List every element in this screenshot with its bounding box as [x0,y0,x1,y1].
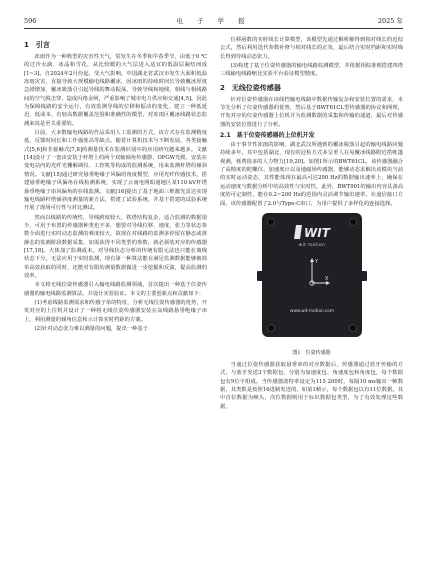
contribution-3: (3)构建了基于位姿传感器的输电线路监测模型，并依据相似准则搭建四塔三线输电线路缩比实验平台验证模型精度。 [220,63,403,78]
brand-label: wit motion [298,241,326,247]
section-2-intro: 针对位姿传感器在该线档输电线路中数据传输复杂和安装位置的需求，本节先分析了位姿传感器的优势，然后基于BWT61CL型传感器的协议和网理，开发对应的位姿传感器上位机并为监测数据的采集和传输的通道，最后对传感器的安装位置进行了分析。 [220,96,403,128]
right-column [220,36,403,412]
data-transfer-paragraph: 当通过位姿传感器获取悬垂串的对应数据后，传感器通过蓝牙传输的方式，与蓝牙发送3个数据包，分别为加速度包、角速度包和角度包，每个数据包有9位字组成。当传感器波特率设定为115 200时，每隔10 ms输出一帧数据，其类数是按照16进制发送的，如第1帧示，每个数据包以有11位数据。其中首位数据为帧头，次位数据则用于标识数据包类型，为了有效处理这些数据， [220,361,403,410]
contribution-2-cont: 位移函数的实时线长计算模型，该模型先通过解析解得到相对线长的近似公式，然后利用迭代参数补修与相对线长的正负，最后结合实时档距和实时线长得到导线动态张力。 [220,37,403,60]
mount-hole [349,218,357,226]
intro-paragraph-2: 目前，大多数输电线路的作品采用人工监测的方式，该方式存在监测精度低、反馈时间长和工作强度高等缺点。随着计算机技术与不断发展，各类接触式[5,6]和非接触式[7,8]的测量技术在监测识别中的应用研究越来越多。文献[14]设计了一套由安装于杆塔上的两个双轴倾角传感器、OPGW光缆、安装在变电站内的光纤光栅解调仪、工控机等构成的监测系统，用来监测杆塔的倾斜情况。文献[15]通过研究悬垂绝缘子风偏的角度模型，应用光纤传感技术，搭建悬垂绝缘子风偏角在线检测系统，实现了云南电网昭通地区某110 kV杆塔悬垂绝缘子串风偏角的在线监测。文献[16]提出了基于地面三维激光雷达实现输电线路杆塔倾斜度测量的新方法，搭建了试验系统，并基于搭建的试验系统开展了现场可行性与对比测试。 [24,130,207,212]
journal-year: 2025 年 [377,17,403,25]
logo-text: WIT [304,225,330,240]
figure-caption: 图1 位姿传感器 [292,349,331,356]
journal-title: 电 子 学 报 [176,17,251,25]
left-column [24,36,207,334]
sensor-url: www.wit-motion.com [290,307,334,313]
axis-x-label: X [325,275,329,282]
wit-logo [292,223,332,241]
page-header [24,14,403,29]
mount-hole [349,324,357,332]
axis-y-label: Y [315,258,319,265]
contribution-1: (1)考虑线路监测需求和传感子单的特征，分析无线位姿传感器的优势，开发对应的上位机并设计了一种将无线位姿传感器安装在高线路悬垂绝缘子串上，利用测量的倾角信息和示计算实时档距的方案。 [24,299,207,323]
section-2-1-heading: 2.1 基于位姿传感器的上位机开发 [220,132,315,140]
intro-paragraph-4: 本文将无线位姿传感器引入输电线路监测领域，首次提出一种基于位姿传感器的输电线路监测算法，并设计实验验证。本文的主要创新点和贡献如下： [24,282,207,297]
section-2-1-paragraph: 由于事节性冻雨的影响，湖北武汉所遇到的覆冰脱落引起的输电线路问题持续多年。其中包括湖北，现有的冠检方式多呈垂人在易覆冰线路附近搭帐篷观测，耗费很多的人力物力[19,20]。如图1所示的BWT61CL，该传感器融合了高精度的陀螺仪、加速度计以及地磁场传感器，能够动态求解出该模块当前的实时运动姿态，其性能体现在最高可达200 Hz的数据输出速率上，确保在运动速度与数据分析中的高效性与实时性，此外，BWT901的输出内容具备高度的可定制性，能在0.2~200 Hz的范围内灵活调节输出速率。在通信接口方面，该传感器配置了2.0与Type-C串口，为用户提供了多样化的连接选择。 [220,142,403,207]
section-1-heading: 1 引言 [24,41,50,49]
sensor-right-tab [361,271,367,281]
figure-1 [220,211,403,359]
mount-hole [267,218,275,226]
intro-paragraph-3: 然而以线路的传统性，导线跨度较大，铁塔结构复杂，适合监测的数据很少，可用于布置的传感器种类也不多，想要对导线位移、速度、张力等状态参数全面进行实时动态监测的难度较大，故现在对线路的监测多停留在静态或准静态的监测阶段数据采集，如需获得不同类型的参数，就必须装对应的传感器[17,18]。大体加了监测成本。对导线状态分析的传统有限元法也只能在离线状态下分。无法应用于实时监测，现有第一种算法能在满足监测数据能够被简单高效获取的同时，还能对有限的测量数据做进一步挖掘和反演，提高监测的效率。 [24,214,207,279]
page-number: 596 [24,17,37,25]
pose-sensor-image [262,213,362,337]
axes-icon [292,255,332,289]
intro-paragraph-1: 冻雨作为一种典型的灾害性天气，常发生在冬季和早春季节，由低于0 ℃的过冷水滴、冰晶和雪花，从比较暖的大气层进入适宜的低温层凝结而成[1~3]。自2024年2月份起，受大气影响，中国湖北省武汉市发生大面积低温冻雨灾害，直接导致大规模输电线路覆冰，因冰雨的持续时间长导致覆冰厚度急剧增加，覆冰致落引引起导线的舞动振荡，导致导线和地线，相线与相线路间的空气脱击穿，造成闪络金闸，严重影响了城市电力供应和交通[4,5]。因此为保障线路的安全运行，有效监测导线的位移和振动的变化，建立一种低延迟、低成本、有较高数据覆盖范围和准确性的模型，对冻雨区覆冰线路状态监测来说是至关重要的。 [24,54,207,127]
mount-hole [267,324,275,332]
section-2-heading: 2 无线位姿传感器 [220,83,281,92]
contribution-2: (2)针对动态张力难以测量的问题，提出一种基于 [34,326,148,332]
sensor-left-tab [257,271,263,281]
